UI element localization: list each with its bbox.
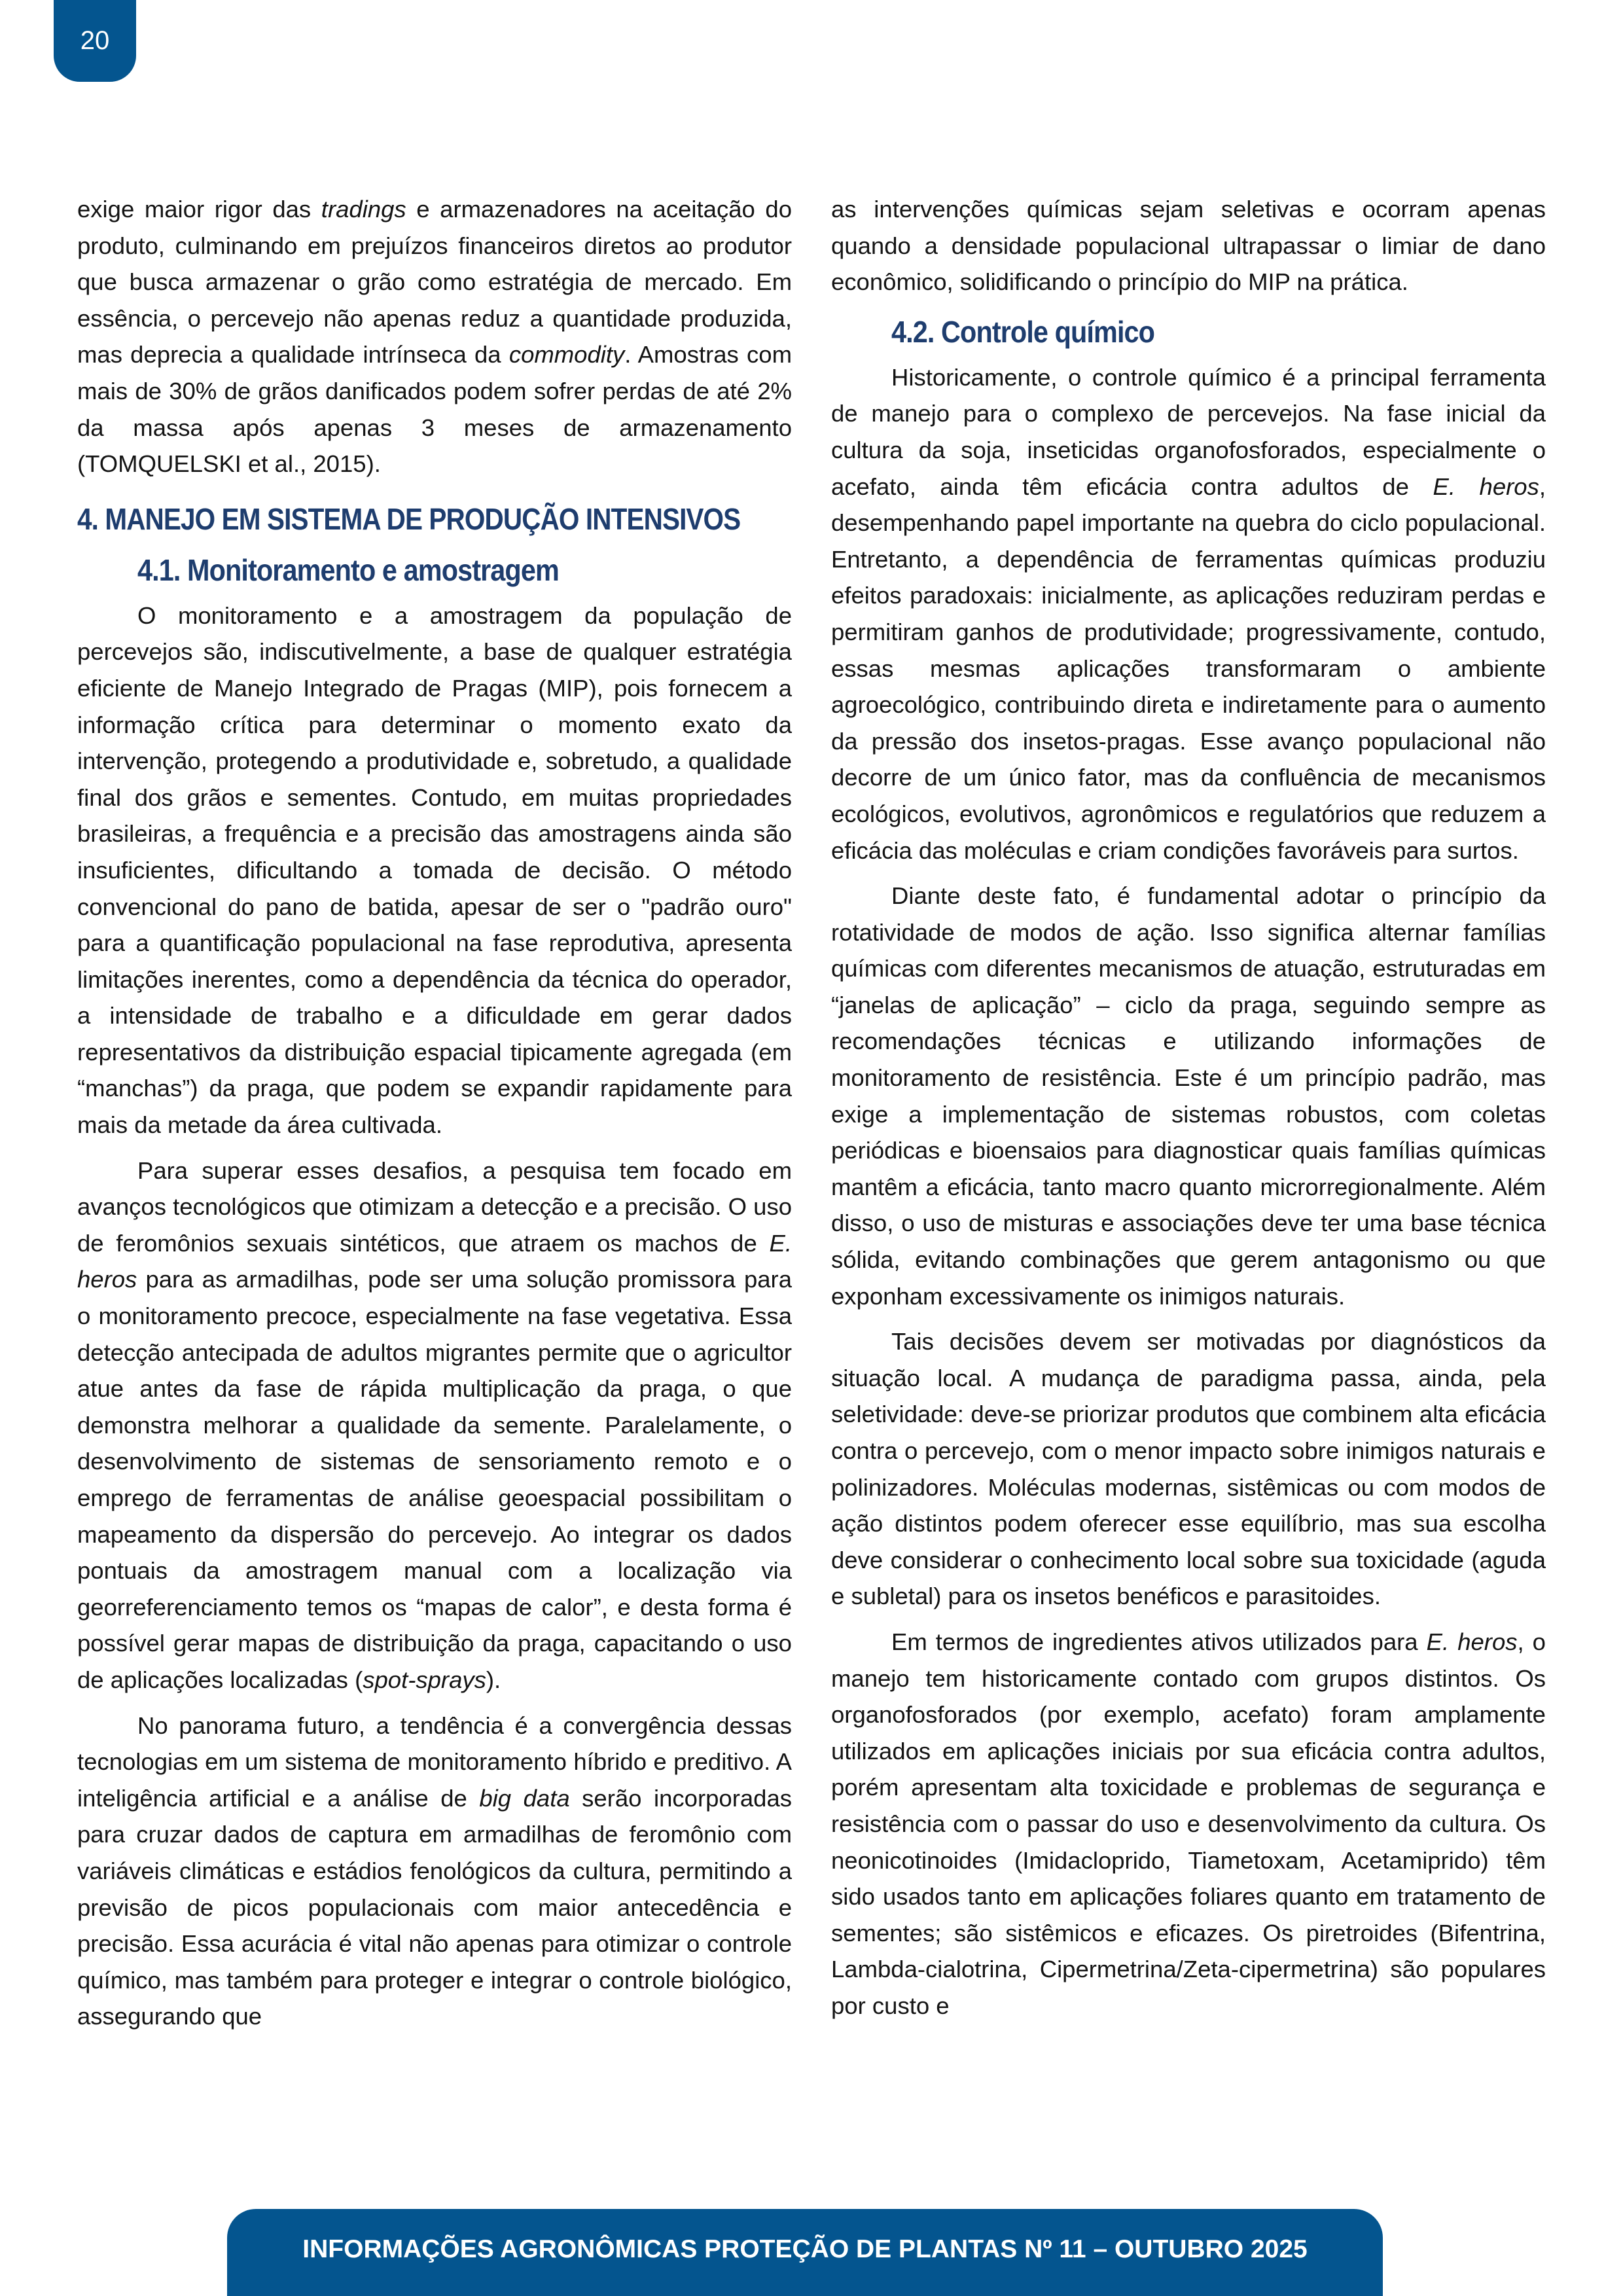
paragraph: as intervenções químicas sejam seletivas e ocorram apenas quando a densidade populacional ultrapassar o limiar de dano econômico, solidificando o princípio do MIP na prática. (831, 196, 1546, 296)
text-run: para as armadilhas, pode ser uma solução promissora para o monitoramento precoce, especialmente na fase vegetativa. Essa detecção antecipada de adultos migrantes permite que o agricultor atue antes da fase de rápida multiplicação da praga, o que demonstra melhorar a qualidade da semente. Paralelamente, o desenvolvimento de sistemas de sensoriamento remoto e o emprego de ferramentas de análise geoespacial possibilitam o mapeamento da dispersão do percevejo. Ao integrar os dados pontuais da amostragem manual com a localização via georreferenciamento temos os “mapas de calor”, e desta forma é possível gerar mapas de distribuição da praga, capacitando o uso de aplicações localizadas ( (77, 1266, 792, 1693)
paragraph (77, 1708, 792, 2035)
footer-banner (227, 2209, 1383, 2296)
italic-term: E. heros (77, 1229, 792, 1293)
paragraph (77, 1153, 792, 1698)
text-run: e armazenadores na aceitação do produto, culminando em prejuízos financeiros diretos ao produtor que busca armazenar o grão como estratégia de mercado. Em essência, o percevejo não apenas reduz a quantidade produzida, mas deprecia a qualidade intrínseca da (77, 196, 793, 368)
text-run: , desempenhando papel importante na quebra do ciclo populacional. Entretanto, a dependência de ferramentas químicas produziu efeitos paradoxais: inicialmente, as aplicações reduziram perdas e permitiram ganhos de produtividade; progressivamente, contudo, essas mesmas aplicações transformaram o ambiente agroecológico, contribuindo direta e indiretamente para o aumento da pressão dos insetos-pragas. Esse avanço populacional não decorre de um único fator, mas da confluência de mecanismos ecológicos, evolutivos, agronômicos e regulatórios que reduzem a eficácia das moléculas e criam condições favoráveis para surtos. (831, 473, 1546, 864)
italic-term: big data (479, 1784, 570, 1812)
text-run: ). (486, 1666, 501, 1693)
text-run: serão incorporadas para cruzar dados de captura em armadilhas de feromônio com variáveis climáticas e estádios fenológicos da cultura, permitindo a previsão de picos populacionais com maior antecedência e precisão. Essa acurácia é vital não apenas para otimizar o controle químico, mas também para proteger e integrar o controle biológico, assegurando que (77, 1784, 793, 2030)
left-column (77, 191, 792, 2044)
paragraph (77, 191, 792, 482)
italic-term: commodity (508, 341, 625, 368)
page-number-badge (54, 0, 136, 82)
text-run: Para superar esses desafios, a pesquisa tem focado em avanços tecnológicos que otimizam a detecção e a precisão. O uso de feromônios sexuais sintéticos, que atraem os machos de (77, 1157, 792, 1257)
italic-term: E. heros (1426, 1628, 1518, 1655)
text-run: . Amostras com mais de 30% de grãos danificados podem sofrer perdas de até 2% da massa após apenas 3 meses de armazenamento (TOMQUELSKI et al., 2015). (77, 341, 792, 478)
section-heading: 4. MANEJO EM SISTEMA DE PRODUÇÃO INTENSIVOS (77, 501, 741, 536)
subsection-heading: 4.2. Controle químico (891, 314, 1155, 349)
paragraph (831, 359, 1546, 869)
paragraph: O monitoramento e a amostragem da população de percevejos são, indiscutivelmente, a base de qualquer estratégia eficiente de Manejo Integrado de Pragas (MIP), pois fornecem a informação crítica para determinar o momento exato da intervenção, protegendo a produtividade e, sobretudo, a qualidade final dos grãos e sementes. Contudo, em muitas propriedades brasileiras, a frequência e a precisão das amostragens ainda são insuficientes, dificultando a tomada de decisão. O método convencional do pano de batida, apesar de ser o "padrão ouro" para a quantificação populacional na fase reprodutiva, apresenta limitações inerentes, como a dependência da técnica do operador, a intensidade de trabalho e a dificuldade em gerar dados representativos da distribuição espacial tipicamente agregada (em “manchas”) da praga, que podem se expandir rapidamente para mais da metade da área cultivada. (77, 601, 792, 1139)
text-run: , o manejo tem historicamente contado com grupos distintos. Os organofosforados (por exemplo, acefato) foram amplamente utilizados em aplicações iniciais por sua eficácia contra adultos, porém apresentam alta toxicidade e problemas de segurança e resistência com o passar do uso e desenvolvimento da cultura. Os neonicotinoides (Imidacloprido, Tiametoxam, Acetamiprido) têm sido usados tanto em aplicações foliares quanto em tratamento de sementes; são sistêmicos e eficazes. Os piretroides (Bifentrina, Lambda-cialotrina, Cipermetrina/Zeta-cipermetrina) são populares por custo e (831, 1628, 1546, 2019)
page-number: 20 (80, 26, 110, 55)
text-run: Em termos de ingredientes ativos utilizados para (891, 1628, 1427, 1655)
text-run: Historicamente, o controle químico é a principal ferramenta de manejo para o complexo de percevejos. Na fase inicial da cultura da soja, inseticidas organofosforados, especialmente o acefato, ainda têm eficácia contra adultos de (831, 363, 1546, 500)
italic-term: spot-sprays (363, 1666, 486, 1693)
footer-publication-title: INFORMAÇÕES AGRONÔMICAS PROTEÇÃO DE PLANTAS Nº 11 – OUTUBRO 2025 (302, 2234, 1308, 2263)
paragraph: Tais decisões devem ser motivadas por diagnósticos da situação local. A mudança de paradigma passa, ainda, pela seletividade: deve-se priorizar produtos que combinem alta eficácia contra o percevejo, com o menor impacto sobre inimigos naturais e polinizadores. Moléculas modernas, sistêmicas ou com modos de ação distintos podem oferecer esse equilíbrio, mas sua escolha deve considerar o conhecimento local sobre sua toxicidade (aguda e subletal) para os insetos benéficos e parasitoides. (831, 1328, 1546, 1610)
italic-term: tradings (321, 196, 406, 223)
subsection-heading: 4.1. Monitoramento e amostragem (137, 552, 559, 587)
text-run: exige maior rigor das (77, 196, 321, 223)
right-column (831, 191, 1546, 2034)
paragraph: Diante deste fato, é fundamental adotar o princípio da rotatividade de modos de ação. Isso significa alternar famílias químicas com diferentes mecanismos de atuação, estruturadas em “janelas de aplicação” – ciclo da praga, seguindo sempre as recomendações técnicas e utilizando informações de monitoramento de resistência. Este é um princípio padrão, mas exige a implementação de sistemas robustos, com coletas periódicas e bioensaios para diagnosticar quais famílias químicas mantêm a eficácia, tanto macro quanto microrregionalmente. Além disso, o uso de misturas e associações deve ter uma base técnica sólida, evitando combinações que gerem antagonismo ou que exponham excessivamente os inimigos naturais. (831, 882, 1546, 1310)
text-run: No panorama futuro, a tendência é a convergência dessas tecnologias em um sistema de monitoramento híbrido e preditivo. A inteligência artificial e a análise de (77, 1712, 792, 1812)
italic-term: E. heros (1433, 473, 1539, 500)
paragraph (831, 1624, 1546, 2024)
